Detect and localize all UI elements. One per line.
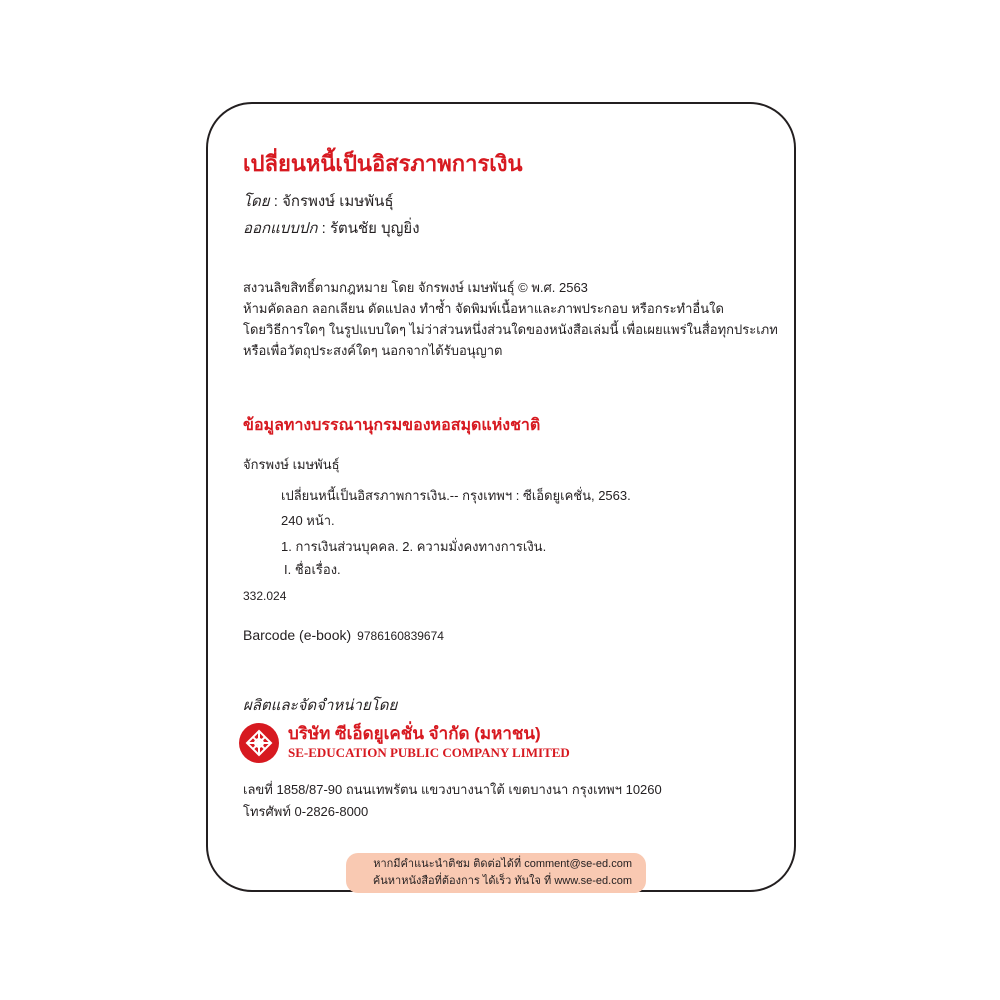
- cover-separator: :: [317, 220, 330, 237]
- cover-label: ออกแบบปก: [243, 220, 318, 237]
- publisher-address: เลขที่ 1858/87-90 ถนนเทพรัตน แขวงบางนาใต้ เขตบางนา กรุงเทพฯ 10260: [243, 782, 662, 797]
- contact-box: [346, 853, 646, 893]
- produced-by-label: ผลิตและจัดจำหน่ายโดย: [243, 697, 398, 714]
- barcode-line: [243, 627, 444, 643]
- copyright-line: ห้ามคัดลอก ลอกเลียน ดัดแปลง ทำซ้ำ จัดพิมพ์เนื้อหาและภาพประกอบ หรือกระทำอื่นใด: [243, 301, 724, 316]
- copyright-line: โดยวิธีการใดๆ ในรูปแบบใดๆ ไม่ว่าส่วนหนึ่งส่วนใดของหนังสือเล่มนี้ เพื่อเผยแพร่ในสื่อทุกประเภท: [243, 322, 778, 337]
- publisher-name-english: SE-EDUCATION PUBLIC COMPANY LIMITED: [288, 745, 570, 760]
- publisher-name-thai: บริษัท ซีเอ็ดยูเคชั่น จำกัด (มหาชน): [288, 724, 541, 743]
- cover-designer-name: รัตนชัย บุญยิ่ง: [329, 220, 420, 237]
- publisher-address-block: [243, 779, 662, 823]
- author-label: โดย: [243, 193, 270, 210]
- book-title: เปลี่ยนหนี้เป็นอิสรภาพการเงิน: [243, 151, 523, 176]
- cip-title-entry: I. ชื่อเรื่อง.: [284, 562, 341, 577]
- cip-pages: 240 หน้า.: [281, 513, 335, 528]
- cip-subjects: 1. การเงินส่วนบุคคล. 2. ความมั่งคงทางการเงิน.: [281, 539, 547, 554]
- cip-title-line: เปลี่ยนหนี้เป็นอิสรภาพการเงิน.-- กรุงเทพฯ : ซีเอ็ดยูเคชั่น, 2563.: [281, 488, 631, 503]
- copyright-line: หรือเพื่อวัตถุประสงค์ใดๆ นอกจากได้รับอนุญาต: [243, 343, 503, 358]
- author-separator: :: [269, 193, 283, 210]
- contact-feedback-line: หากมีคำแนะนำติชม ติดต่อได้ที่ comment@se-ed.com: [373, 858, 632, 870]
- author-credit: [243, 189, 394, 213]
- publisher-phone: โทรศัพท์ 0-2826-8000: [243, 804, 369, 819]
- copyright-notice: [243, 277, 778, 361]
- barcode-label: Barcode (e-book): [243, 627, 352, 643]
- publisher-logo-icon: [239, 723, 279, 763]
- cip-author: จักรพงษ์ เมษพันธุ์: [243, 457, 340, 472]
- copyright-line: สงวนลิขสิทธิ์ตามกฎหมาย โดย จักรพงษ์ เมษพันธุ์ © พ.ศ. 2563: [243, 280, 588, 295]
- cip-class-number: 332.024: [243, 589, 287, 603]
- barcode-number: 9786160839674: [357, 629, 444, 643]
- contact-website-line: ค้นหาหนังสือที่ต้องการ ได้เร็ว ทันใจ ที่ www.se-ed.com: [372, 875, 632, 887]
- cip-heading: ข้อมูลทางบรรณานุกรมของหอสมุดแห่งชาติ: [243, 417, 541, 434]
- cover-design-credit: [243, 216, 420, 240]
- author-name: จักรพงษ์ เมษพันธุ์: [282, 193, 394, 210]
